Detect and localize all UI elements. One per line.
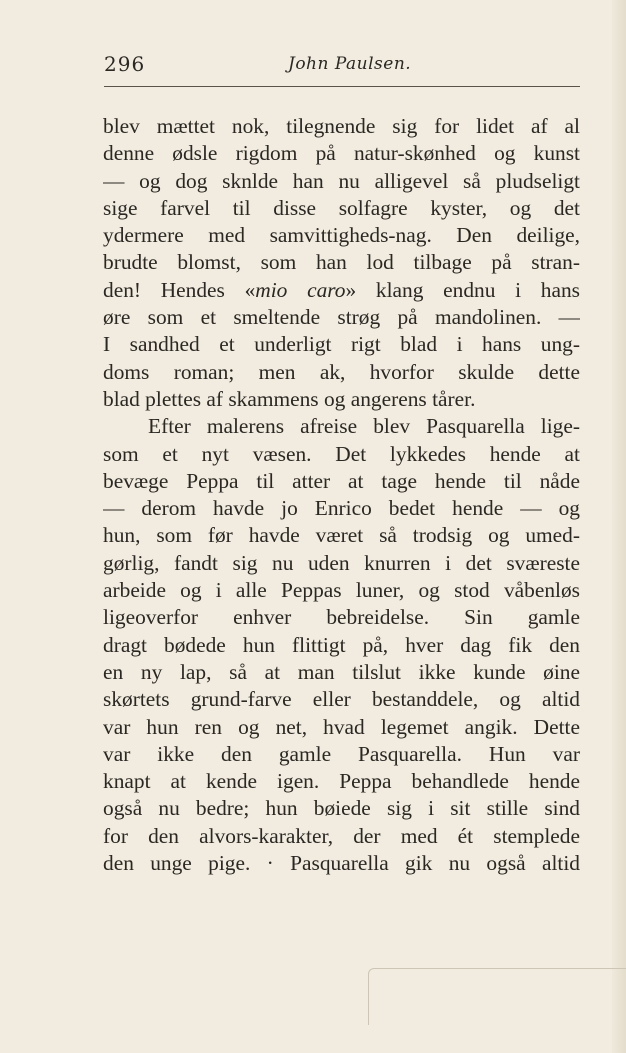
running-header <box>104 44 580 84</box>
text-line: en ny lap, så at man tilslut ikke kunde øine <box>103 659 580 684</box>
body-text <box>103 113 580 877</box>
text-line: var hun ren og net, hvad legemet angik. Dette <box>103 714 580 739</box>
text-line: gørlig, fandt sig nu uden knurren i det sværeste <box>103 550 580 575</box>
text-line: som et nyt væsen. Det lykkedes hende at <box>103 441 580 466</box>
text-segment: den! Hendes « <box>103 277 256 302</box>
text-line: arbeide og i alle Peppas luner, og stod våbenløs <box>103 578 580 603</box>
text-line: hun, som før havde været så trodsig og umed- <box>103 523 580 548</box>
running-head-author: John Paulsen. <box>288 54 412 74</box>
text-line: også nu bedre; hun bøiede sig i sit stille sind <box>103 796 580 821</box>
text-line: var ikke den gamle Pasquarella. Hun var <box>103 741 580 766</box>
page-corner-fold <box>368 968 626 1025</box>
text-line: øre som et smeltende strøg på mandolinen. — <box>103 305 580 330</box>
italic-phrase: mio caro <box>255 277 346 302</box>
text-line: for den alvors-karakter, der med ét stemplede <box>103 823 580 848</box>
text-line: sige farvel til disse solfagre kyster, og det <box>103 195 580 220</box>
text-line: dragt bødede hun flittigt på, hver dag fik den <box>103 632 580 657</box>
text-line: denne ødsle rigdom på natur-skønhed og kunst <box>103 141 580 166</box>
text-line: skørtets grund-farve eller bestanddele, og altid <box>103 687 580 712</box>
text-line-with-italic <box>103 277 580 304</box>
text-line: ydermere med samvittigheds-nag. Den deilige, <box>103 223 580 248</box>
text-line: den unge pige. · Pasquarella gik nu også altid <box>103 851 580 876</box>
text-line: doms roman; men ak, hvorfor skulde dette <box>103 359 580 384</box>
text-line: brudte blomst, som han lod tilbage på stran- <box>103 250 580 275</box>
text-line: blev mættet nok, tilegnende sig for lidet af al <box>103 114 580 138</box>
text-line: blad plettes af skammens og angerens tårer. <box>103 386 476 411</box>
text-line: — derom havde jo Enrico bedet hende — og <box>103 496 580 521</box>
text-segment: » klang endnu i hans <box>345 277 580 302</box>
page-number: 296 <box>104 52 146 76</box>
header-rule <box>104 86 580 87</box>
text-line: knapt at kende igen. Peppa behandlede hende <box>103 769 580 794</box>
text-line: I sandhed et underligt rigt blad i hans ung- <box>103 332 580 357</box>
text-line: bevæge Peppa til atter at tage hende til nåde <box>103 468 580 493</box>
text-line: — og dog sknlde han nu alligevel så pludseligt <box>103 168 580 193</box>
text-line: ligeoverfor enhver bebreidelse. Sin gamle <box>103 605 580 630</box>
paragraph-start-line: Efter malerens afreise blev Pasquarella lige- <box>148 414 580 439</box>
page-edge <box>612 0 626 1053</box>
